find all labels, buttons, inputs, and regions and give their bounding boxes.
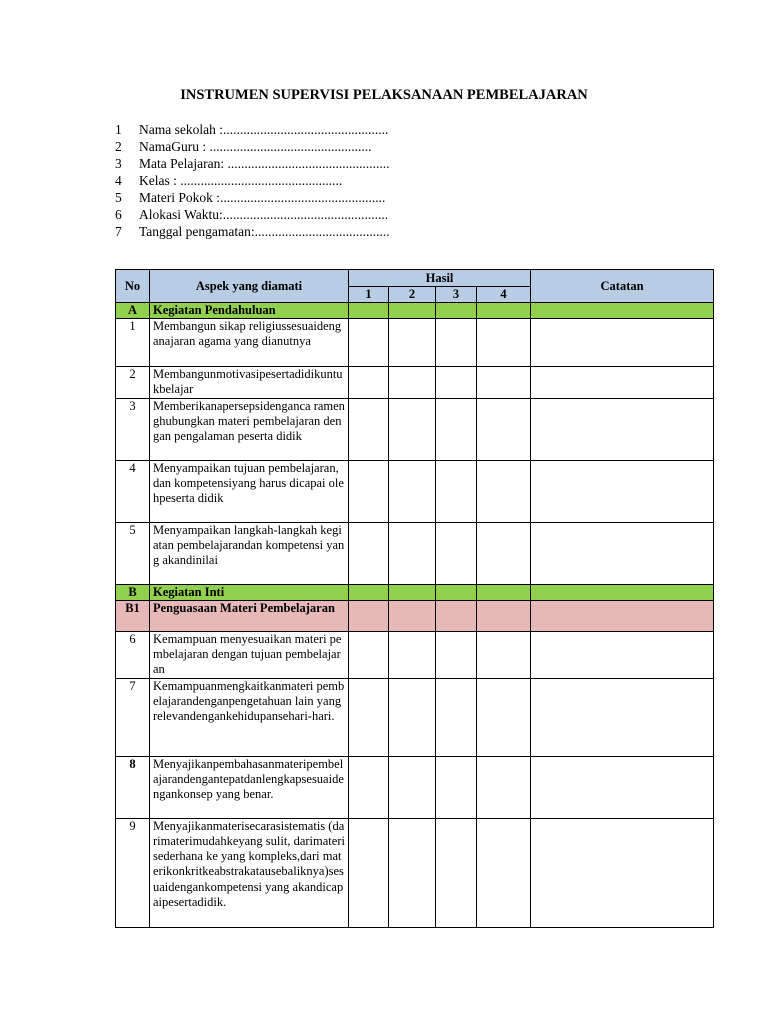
row-no: 8 — [116, 756, 150, 818]
section-label: Kegiatan Inti — [150, 584, 349, 600]
score-cell[interactable] — [349, 367, 389, 399]
score-cell[interactable] — [477, 631, 531, 678]
score-cell[interactable] — [436, 367, 477, 399]
info-field-date: Tanggal pengamatan:........................................ — [139, 224, 390, 239]
info-row — [115, 189, 390, 206]
score-cell[interactable] — [349, 756, 389, 818]
row-no: 3 — [116, 398, 150, 460]
note-cell[interactable] — [531, 522, 714, 584]
score-cell — [436, 584, 477, 600]
header-no: No — [116, 270, 150, 303]
score-cell[interactable] — [477, 319, 531, 367]
score-cell[interactable] — [389, 818, 436, 927]
row-aspek: Membangunmotivasipesertadidikuntukbelajar — [150, 367, 349, 399]
score-cell — [477, 600, 531, 631]
score-cell[interactable] — [349, 319, 389, 367]
score-cell — [349, 584, 389, 600]
info-field-subject: Mata Pelajaran: ................................................ — [139, 156, 390, 171]
info-number: 4 — [115, 173, 122, 188]
document-title: INSTRUMEN SUPERVISI PELAKSANAAN PEMBELAJARAN — [180, 87, 588, 103]
row-no: 6 — [116, 631, 150, 678]
score-cell[interactable] — [349, 818, 389, 927]
score-cell[interactable] — [477, 398, 531, 460]
score-cell — [436, 303, 477, 319]
score-cell[interactable] — [349, 460, 389, 522]
score-cell[interactable] — [389, 367, 436, 399]
info-number: 7 — [115, 224, 122, 239]
score-cell — [389, 303, 436, 319]
note-cell[interactable] — [531, 398, 714, 460]
note-cell — [531, 600, 714, 631]
score-cell[interactable] — [477, 678, 531, 756]
note-cell[interactable] — [531, 319, 714, 367]
score-cell[interactable] — [436, 398, 477, 460]
score-cell[interactable] — [436, 631, 477, 678]
table-row — [116, 398, 714, 460]
header-score-2: 2 — [389, 287, 436, 303]
header-score-3: 3 — [436, 287, 477, 303]
section-row-b1 — [116, 600, 714, 631]
table-row — [116, 460, 714, 522]
info-row — [115, 172, 390, 189]
note-cell — [531, 584, 714, 600]
row-aspek: Menyajikanmaterisecarasistematis (darimaterimudahkeyang sulit, darimaterisederhana ke yang kompleks,dari materikonkritkeabstrakatausebaliknya)sesuaidengankompetensi yang akandicapaipesertadidik. — [150, 818, 349, 927]
info-field-class: Kelas : ................................................ — [139, 173, 343, 188]
info-row — [115, 138, 390, 155]
score-cell — [349, 600, 389, 631]
table-row — [116, 367, 714, 399]
section-label: Penguasaan Materi Pembelajaran — [150, 600, 349, 631]
table-row — [116, 631, 714, 678]
table-row — [116, 756, 714, 818]
score-cell[interactable] — [389, 522, 436, 584]
info-field-time: Alokasi Waktu:................................................. — [139, 207, 389, 222]
row-aspek: Kemampuan menyesuaikan materi pembelajaran dengan tujuan pembelajaran — [150, 631, 349, 678]
info-row — [115, 223, 390, 240]
row-aspek: Kemampuanmengkaitkanmateri pembelajarandenganpengetahuan lain yang relevandengankehidupansehari-hari. — [150, 678, 349, 756]
score-cell — [436, 600, 477, 631]
header-score-4: 4 — [477, 287, 531, 303]
score-cell[interactable] — [389, 319, 436, 367]
score-cell[interactable] — [349, 522, 389, 584]
score-cell[interactable] — [436, 460, 477, 522]
score-cell[interactable] — [436, 319, 477, 367]
row-aspek: Membangun sikap religiussesuaidenganajaran agama yang dianutnya — [150, 319, 349, 367]
note-cell[interactable] — [531, 818, 714, 927]
row-no: 2 — [116, 367, 150, 399]
score-cell[interactable] — [389, 631, 436, 678]
section-row-a — [116, 303, 714, 319]
header-catatan: Catatan — [531, 270, 714, 303]
score-cell — [389, 584, 436, 600]
row-no: 9 — [116, 818, 150, 927]
score-cell[interactable] — [349, 398, 389, 460]
identity-fields — [115, 121, 390, 240]
note-cell[interactable] — [531, 678, 714, 756]
info-field-school: Nama sekolah :................................................. — [139, 122, 389, 137]
section-no: A — [116, 303, 150, 319]
info-row — [115, 121, 390, 138]
score-cell[interactable] — [389, 678, 436, 756]
info-number: 5 — [115, 190, 122, 205]
row-no: 4 — [116, 460, 150, 522]
score-cell[interactable] — [349, 678, 389, 756]
info-field-topic: Materi Pokok :................................................. — [139, 190, 386, 205]
note-cell[interactable] — [531, 367, 714, 399]
row-aspek: Menyampaikan tujuan pembelajaran, dan kompetensiyang harus dicapai olehpeserta didik — [150, 460, 349, 522]
score-cell[interactable] — [436, 678, 477, 756]
row-aspek: Memberikanapersepsidenganca ramenghubungkan materi pembelajaran dengan pengalaman peserta didik — [150, 398, 349, 460]
row-aspek: Menyajikanpembahasanmateripembelajarandengantepatdanlengkapsesuaidengankonsep yang benar. — [150, 756, 349, 818]
score-cell — [349, 303, 389, 319]
note-cell[interactable] — [531, 631, 714, 678]
table-row — [116, 522, 714, 584]
row-no: 5 — [116, 522, 150, 584]
header-row — [116, 270, 714, 287]
score-cell[interactable] — [389, 398, 436, 460]
info-number: 2 — [115, 139, 122, 154]
info-row — [115, 155, 390, 172]
score-cell[interactable] — [436, 522, 477, 584]
score-cell — [477, 303, 531, 319]
score-cell[interactable] — [436, 818, 477, 927]
score-cell[interactable] — [477, 756, 531, 818]
info-row — [115, 206, 390, 223]
header-score-1: 1 — [349, 287, 389, 303]
table-row — [116, 818, 714, 927]
header-hasil: Hasil — [349, 270, 531, 287]
score-cell[interactable] — [389, 460, 436, 522]
score-cell[interactable] — [436, 756, 477, 818]
score-cell — [477, 584, 531, 600]
section-label: Kegiatan Pendahuluan — [150, 303, 349, 319]
score-cell[interactable] — [349, 631, 389, 678]
section-no: B1 — [116, 600, 150, 631]
header-aspek: Aspek yang diamati — [150, 270, 349, 303]
note-cell — [531, 303, 714, 319]
info-field-teacher: NamaGuru : ................................................ — [139, 139, 372, 154]
score-cell[interactable] — [477, 522, 531, 584]
score-cell[interactable] — [477, 460, 531, 522]
row-no: 1 — [116, 319, 150, 367]
supervision-table — [115, 269, 714, 928]
info-number: 3 — [115, 156, 122, 171]
note-cell[interactable] — [531, 756, 714, 818]
table-row — [116, 678, 714, 756]
info-number: 1 — [115, 122, 122, 137]
info-number: 6 — [115, 207, 122, 222]
note-cell[interactable] — [531, 460, 714, 522]
score-cell[interactable] — [477, 818, 531, 927]
score-cell[interactable] — [389, 756, 436, 818]
row-aspek: Menyampaikan langkah-langkah kegiatan pembelajarandan kompetensi yang akandinilai — [150, 522, 349, 584]
section-no: B — [116, 584, 150, 600]
section-row-b — [116, 584, 714, 600]
row-no: 7 — [116, 678, 150, 756]
table-row — [116, 319, 714, 367]
score-cell — [389, 600, 436, 631]
score-cell[interactable] — [477, 367, 531, 399]
